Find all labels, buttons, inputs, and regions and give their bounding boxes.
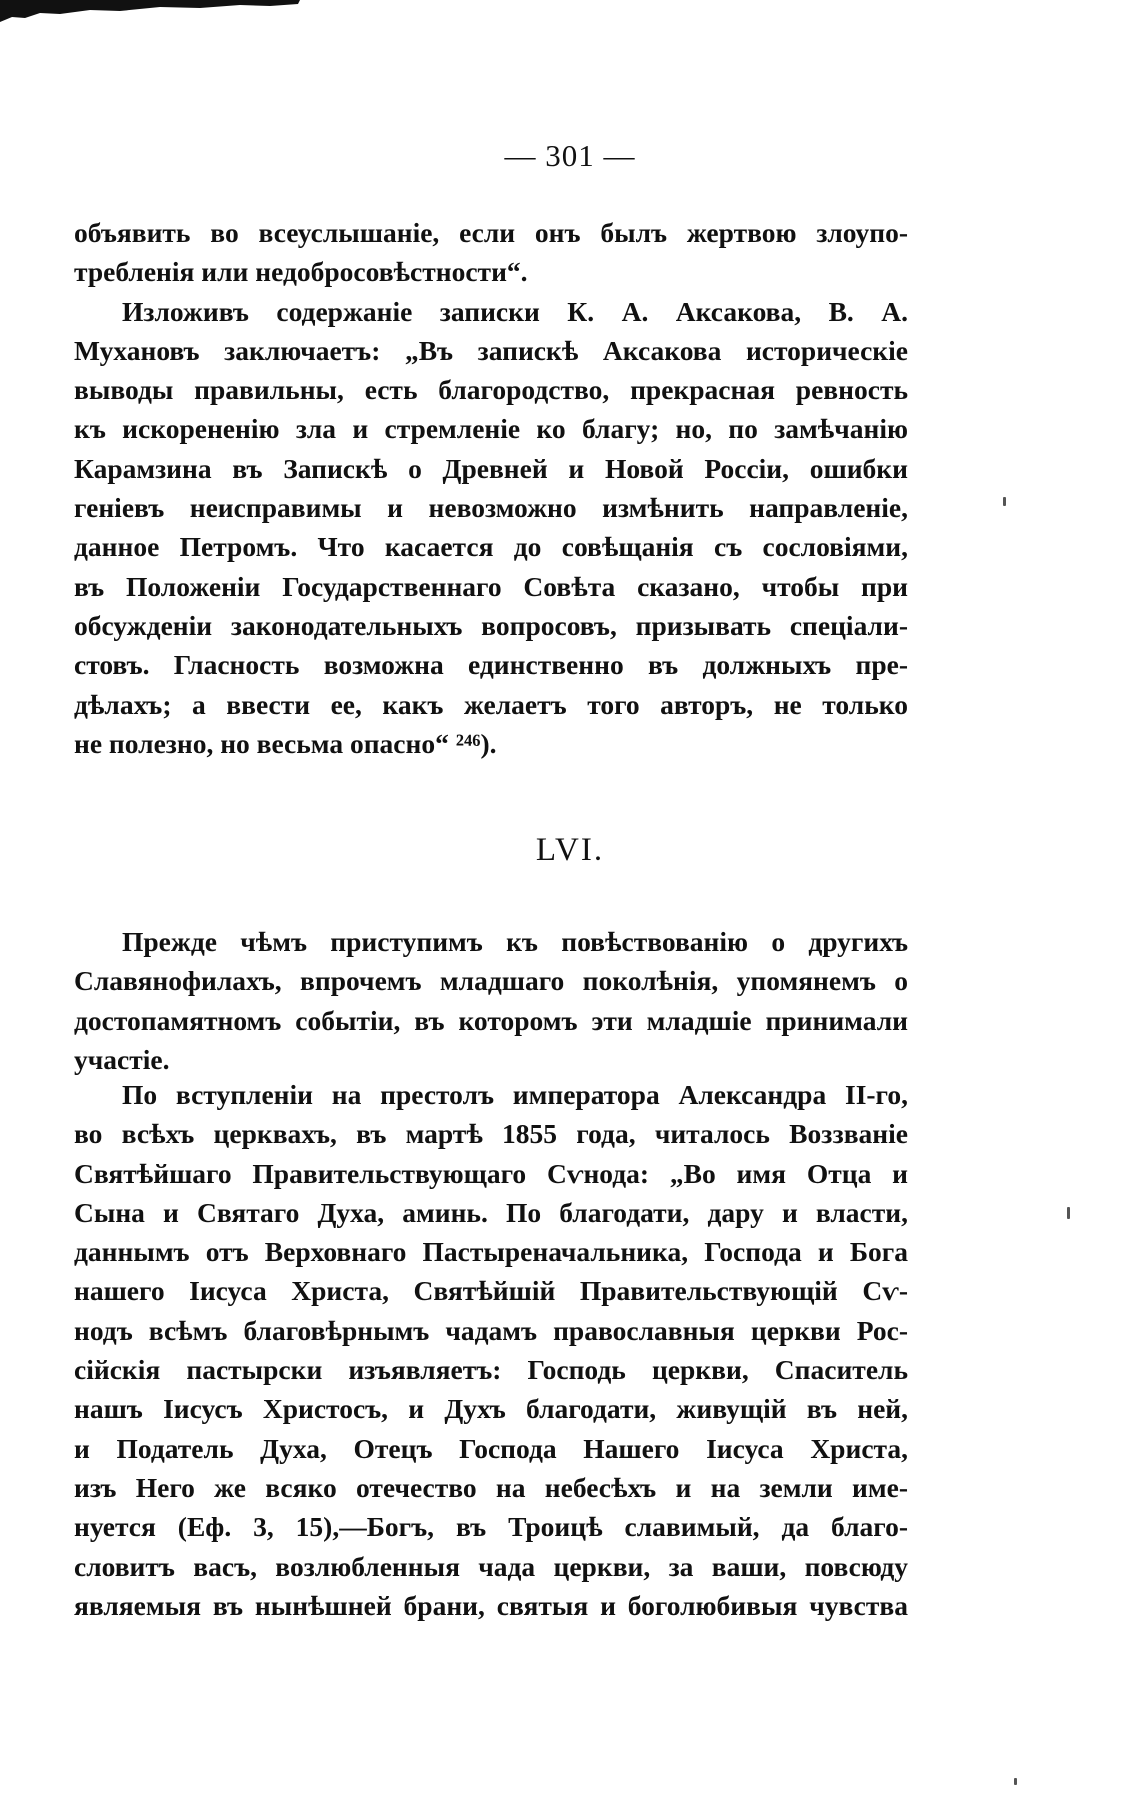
text-line: во всѣхъ церквахъ, въ мартѣ 1855 года, читалось Воззваніе	[74, 1118, 908, 1150]
text-line: выводы правильны, есть благородство, прекрасная ревность	[74, 374, 908, 406]
text-line: Славянофилахъ, впрочемъ младшаго поколѣнія, упомянемъ о	[74, 965, 908, 997]
text-line: нуется (Еф. 3, 15),—Богъ, въ Троицѣ славимый, да благо-	[74, 1511, 908, 1543]
text-line: и Податель Духа, Отецъ Господа Нашего Іисуса Христа,	[74, 1432, 908, 1464]
text-line: стовъ. Гласность возможна единственно въ должныхъ пре-	[74, 649, 908, 681]
text-line: нодъ всѣмъ благовѣрнымъ чадамъ православныя церкви Рос-	[74, 1314, 908, 1346]
text-line: участіе.	[74, 1043, 170, 1075]
text-line: сійскія пастырски изъявляетъ: Господь церкви, Спаситель	[74, 1354, 908, 1386]
paragraph-section-intro	[74, 922, 908, 1079]
text-line: Прежде чѣмъ приступимъ къ повѣствованію о другихъ	[122, 926, 908, 957]
text-line: къ искорененію зла и стремленіе ко благу; но, по замѣчанію	[74, 413, 908, 445]
text-line: изъ Него же всяко отечество на небесѣхъ и на земли име-	[74, 1471, 908, 1503]
text-line: въ Положеніи Государственнаго Совѣта сказано, чтобы при	[74, 570, 908, 602]
text-line: даннымъ отъ Верховнаго Пастыреначальника, Господа и Бога	[74, 1236, 908, 1268]
text-line: Сына и Святаго Духа, аминь. По благодати, дару и власти,	[74, 1196, 908, 1228]
page-number: — 301 —	[504, 138, 636, 173]
text-line: геніевъ неисправимы и невозможно измѣнить направленіе,	[74, 492, 908, 524]
text-line: Мухановъ заключаетъ: „Въ запискѣ Аксакова историческіе	[74, 334, 908, 366]
scan-speck	[1014, 1778, 1017, 1785]
text-line: дѣлахъ; а ввести ее, какъ желаетъ того авторъ, не только	[74, 688, 908, 720]
paragraph-continuation	[74, 213, 908, 763]
text-line: данное Петромъ. Что касается до совѣщанія съ сословіями,	[74, 531, 908, 563]
text-line: нашъ Іисусъ Христосъ, и Духъ благодати, живущій въ ней,	[74, 1393, 908, 1425]
scan-speck	[1003, 497, 1006, 506]
text-line: объявить во всеуслышаніе, если онъ былъ жертвою злоупо-	[74, 217, 908, 248]
text-line: По вступленіи на престолъ императора Александра II-го,	[122, 1079, 908, 1110]
text-line: достопамятномъ событіи, въ которомъ эти младшіе принимали	[74, 1004, 908, 1036]
text-line: требленія или недобросовѣстности“.	[74, 256, 528, 288]
text-line: являемыя въ нынѣшней брани, святыя и боголюбивыя чувства	[74, 1589, 908, 1621]
scan-speck	[1067, 1207, 1070, 1219]
scan-edge-mark	[0, 0, 300, 26]
text-line: Карамзина въ Запискѣ о Древней и Новой Россіи, ошибки	[74, 452, 908, 484]
text-line: обсужденіи законодательныхъ вопросовъ, призывать спеціали-	[74, 609, 908, 641]
text-line: Святѣйшаго Правительствующаго Сѵнода: „Во имя Отца и	[74, 1157, 908, 1189]
section-heading: LVI.	[535, 832, 605, 868]
text-line: нашего Іисуса Христа, Святѣйшій Правительствующій Сѵ-	[74, 1275, 908, 1307]
text-line: словитъ васъ, возлюбленныя чада церкви, за ваши, повсюду	[74, 1550, 908, 1582]
text-line: Изложивъ содержаніе записки К. А. Аксакова, В. А.	[122, 295, 908, 327]
paragraph-proclamation	[74, 1075, 908, 1625]
text-line: не полезно, но весьма опасно“ ²⁴⁶).	[74, 727, 497, 759]
